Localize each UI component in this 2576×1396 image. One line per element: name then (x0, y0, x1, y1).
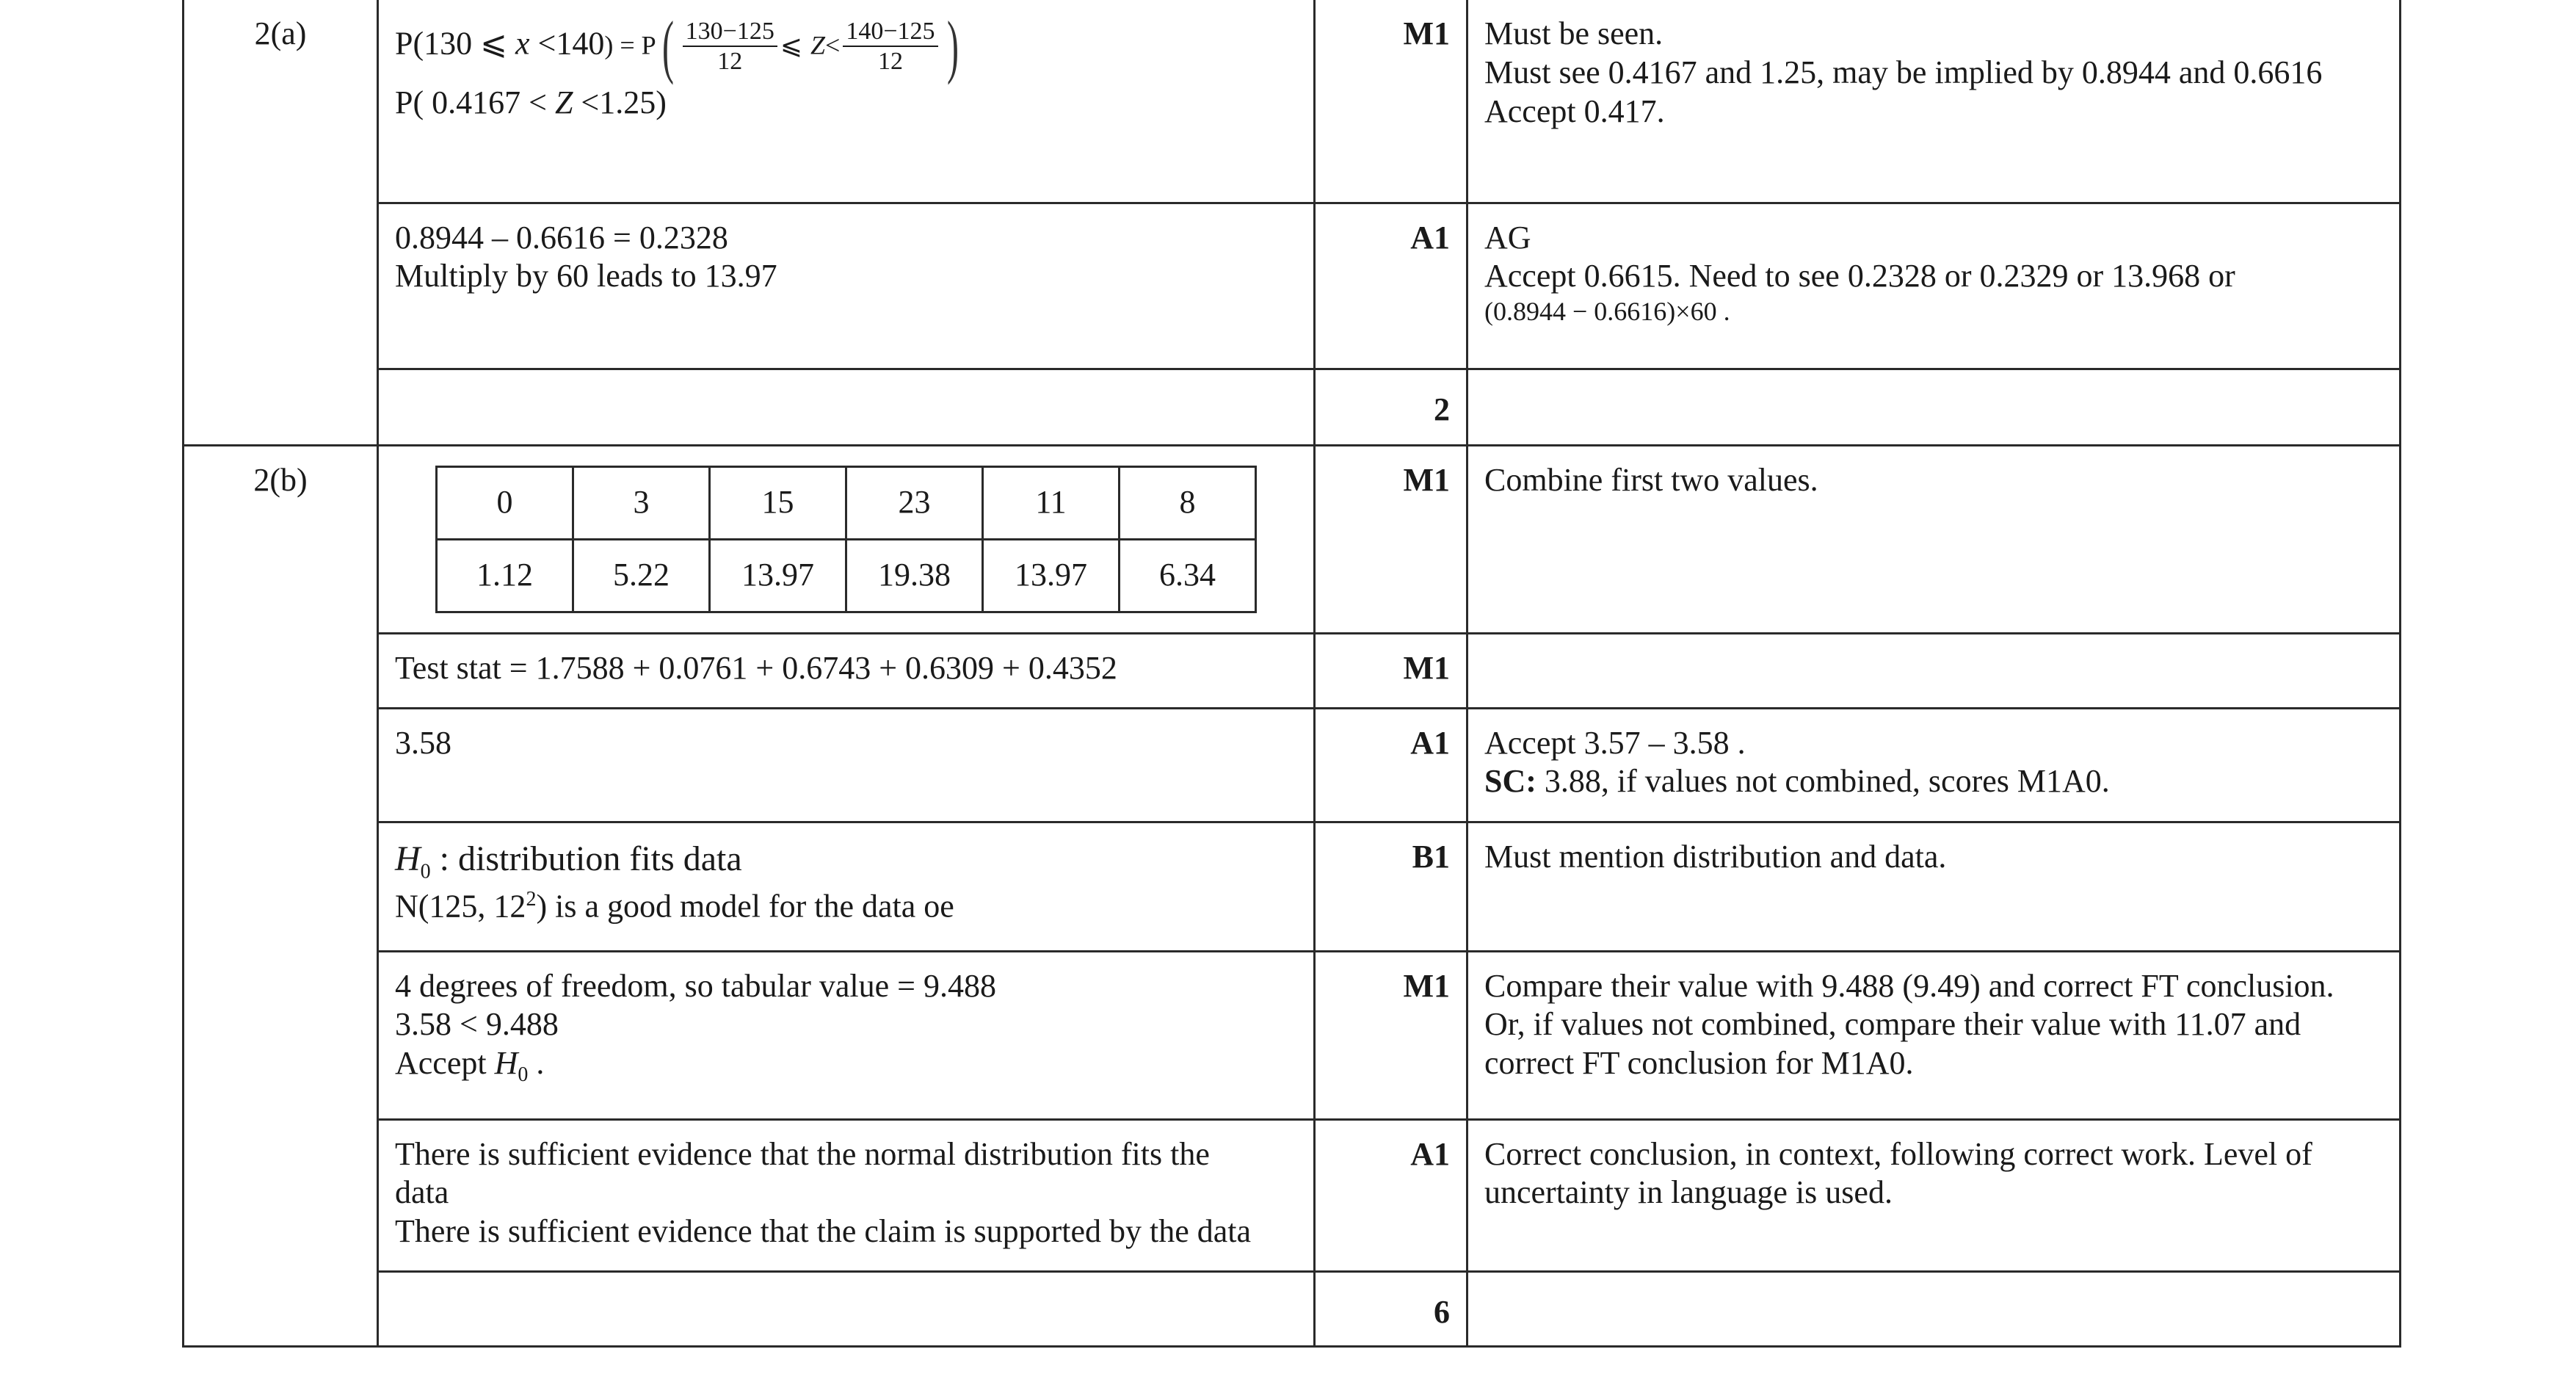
hypothesis-symbol: H (395, 839, 421, 878)
hypothesis-symbol: H (494, 1045, 518, 1082)
expr-text: ) = P (604, 30, 656, 60)
guidance-line: (0.8944 − 0.6616)×60 . (1484, 297, 1730, 327)
mark-scheme-table (182, 0, 2401, 1348)
variable-x: x (515, 25, 530, 62)
guidance-cell (1467, 951, 2401, 1119)
working-cell (378, 633, 1315, 708)
accept-text: Accept (395, 1045, 495, 1082)
guidance-line: AG (1484, 219, 1531, 256)
accept-text: . (528, 1045, 545, 1082)
expected-value: 13.97 (710, 539, 846, 612)
guidance-cell (1467, 369, 2401, 445)
mark-cell: M1 (1315, 0, 1467, 203)
left-paren: ( (661, 7, 674, 85)
expr-text: P(130 (395, 25, 473, 62)
fraction-denominator: 12 (877, 48, 903, 76)
working-cell (378, 822, 1315, 951)
expected-row (437, 539, 1256, 612)
expected-value: 13.97 (983, 539, 1120, 612)
guidance-cell (1467, 445, 2401, 633)
observed-value: 23 (846, 466, 983, 539)
working-cell (378, 1119, 1315, 1271)
table-row (184, 633, 2401, 708)
model-text: N(125, 12 (395, 888, 526, 925)
total-mark-cell: 6 (1315, 1271, 1467, 1346)
probability-expression (395, 7, 1297, 85)
variable-z: Z (554, 84, 573, 121)
guidance-line: Or, if values not combined, compare their value with 11.07 and (1484, 1006, 2301, 1043)
hypothesis-subscript: 0 (420, 860, 431, 883)
mark-cell: M1 (1315, 445, 1467, 633)
guidance-cell (1467, 1119, 2401, 1271)
table-row (184, 445, 2401, 633)
fraction-denominator: 12 (717, 48, 743, 76)
leq-symbol: ⩽ (780, 30, 802, 60)
model-text: ) is a good model for the data oe (536, 888, 954, 925)
expr-text: P( 0.4167 < (395, 84, 555, 121)
guidance-line: Must be seen. (1484, 15, 1663, 51)
table-row (184, 708, 2401, 822)
question-label-2a: 2(a) (184, 0, 378, 445)
guidance-line: Combine first two values. (1484, 461, 1818, 498)
variable-z: Z (810, 30, 826, 60)
guidance-line: Must mention distribution and data. (1484, 838, 1947, 875)
leq-symbol: ⩽ (480, 25, 507, 62)
working-line: 4 degrees of freedom, so tabular value = 9.488 (395, 967, 996, 1004)
working-line: There is sufficient evidence that the claim is supported by the data (395, 1213, 1252, 1250)
guidance-line: Must see 0.4167 and 1.25, may be implied by 0.8944 and 0.6616 (1484, 54, 2323, 90)
hypothesis-text: : distribution fits data (430, 839, 742, 878)
expr-text: <140 (537, 25, 605, 62)
table-row (184, 0, 2401, 203)
guidance-line: Compare their value with 9.488 (9.49) and correct FT conclusion. (1484, 967, 2334, 1004)
working-line: Test stat = 1.7588 + 0.0761 + 0.6743 + 0.6309 + 0.4352 (395, 649, 1117, 686)
expected-value: 6.34 (1120, 539, 1256, 612)
observed-value: 8 (1120, 466, 1256, 539)
special-case-label: SC: (1484, 763, 1536, 800)
accept-line (395, 1044, 1297, 1087)
fraction-numerator: 130−125 (683, 17, 777, 47)
table-row (184, 1271, 2401, 1346)
guidance-line: Accept 0.6615. Need to see 0.2328 or 0.2329 or 13.968 or (1484, 258, 2235, 294)
guidance-line: Accept 3.57 – 3.58 . (1484, 724, 1746, 761)
working-line: data (395, 1174, 449, 1211)
guidance-cell (1467, 1271, 2401, 1346)
observed-value: 3 (573, 466, 710, 539)
guidance-line: uncertainty in language is used. (1484, 1174, 1893, 1211)
working-cell (378, 203, 1315, 369)
special-case-text: 3.88, if values not combined, scores M1A0. (1536, 763, 2110, 800)
working-line: 3.58 < 9.488 (395, 1006, 559, 1043)
right-paren: ) (946, 7, 959, 85)
hypothesis-subscript: 0 (518, 1063, 529, 1086)
working-line: 0.8944 – 0.6616 = 0.2328 (395, 219, 728, 256)
guidance-line: Accept 0.417. (1484, 93, 1665, 129)
hypothesis-line (395, 838, 1297, 884)
mark-cell: A1 (1315, 708, 1467, 822)
mark-cell: M1 (1315, 633, 1467, 708)
table-row (184, 822, 2401, 951)
table-row (184, 203, 2401, 369)
total-mark-cell: 2 (1315, 369, 1467, 445)
guidance-cell (1467, 708, 2401, 822)
working-line: There is sufficient evidence that the normal distribution fits the (395, 1135, 1210, 1172)
table-row (184, 369, 2401, 445)
working-line: Multiply by 60 leads to 13.97 (395, 258, 777, 294)
observed-value: 15 (710, 466, 846, 539)
guidance-cell (1467, 822, 2401, 951)
frequency-table (435, 466, 1257, 613)
expected-value: 1.12 (437, 539, 573, 612)
fraction-numerator: 140−125 (843, 17, 937, 47)
fraction (683, 17, 777, 76)
table-row (184, 1119, 2401, 1271)
working-cell (378, 1271, 1315, 1346)
working-cell (378, 951, 1315, 1119)
guidance-cell (1467, 0, 2401, 203)
working-cell (378, 445, 1315, 633)
question-label-2b: 2(b) (184, 445, 378, 1346)
observed-row (437, 466, 1256, 539)
expected-value: 5.22 (573, 539, 710, 612)
guidance-cell (1467, 633, 2401, 708)
standardised-expression (395, 84, 1297, 123)
expr-text: <1.25) (573, 84, 667, 121)
fraction (843, 17, 937, 76)
working-cell (378, 708, 1315, 822)
lt-symbol: < (825, 30, 841, 60)
guidance-line: correct FT conclusion for M1A0. (1484, 1045, 1914, 1082)
guidance-cell (1467, 203, 2401, 369)
mark-cell: A1 (1315, 1119, 1467, 1271)
mark-cell: M1 (1315, 951, 1467, 1119)
observed-value: 0 (437, 466, 573, 539)
expected-value: 19.38 (846, 539, 983, 612)
model-line (395, 887, 1297, 926)
observed-value: 11 (983, 466, 1120, 539)
guidance-line: Correct conclusion, in context, following correct work. Level of (1484, 1135, 2312, 1172)
table-row (184, 951, 2401, 1119)
superscript: 2 (526, 887, 537, 911)
guidance-line (1484, 762, 2383, 801)
mark-cell: B1 (1315, 822, 1467, 951)
mark-cell: A1 (1315, 203, 1467, 369)
working-cell (378, 369, 1315, 445)
working-cell (378, 0, 1315, 203)
working-line: 3.58 (395, 724, 451, 761)
